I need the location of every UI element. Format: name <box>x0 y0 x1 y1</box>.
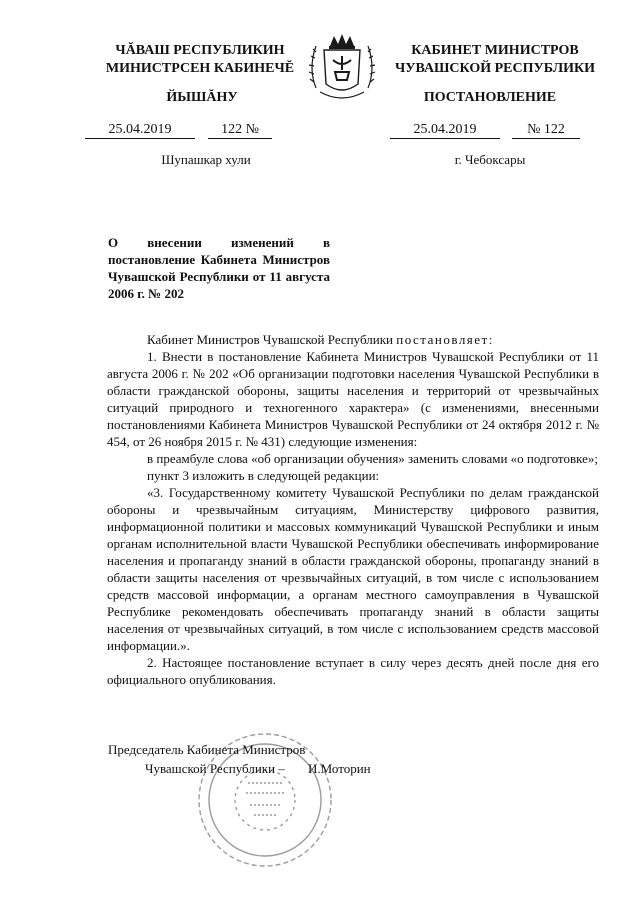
preamble <box>107 331 599 348</box>
header-left-line2: МИНИСТРСЕН КАБИНЕЧĔ <box>105 61 295 76</box>
header-right <box>385 42 605 78</box>
number-right: № 122 <box>512 121 580 139</box>
city-left: Шупашкар хули <box>161 152 251 167</box>
change-1: в преамбуле слова «об организации обучения» заменить словами «о подготовке»; <box>147 451 598 466</box>
preamble-verb: постановляет: <box>396 332 494 347</box>
doctype-right: ПОСТАНОВЛЕНИЕ <box>423 90 557 105</box>
doctype-left: ЙЫШĂНУ <box>166 90 238 105</box>
item-1: 1. Внести в постановление Кабинета Министров Чувашской Республики от 11 августа 2006 г. № 202 «Об организации подготовки населения Чувашской Республики в области гражданской обороны, защиты населения и территорий от чрезвычайных ситуаций природного и техногенного характера» (с изменениями, внесенными постановлениями Кабинета Министров Чувашской Республики от 24 октября 2012 г. № 454, от 26 ноября 2015 г. № 431) следующие изменения: <box>107 349 599 449</box>
quoted-paragraph: «3. Государственному комитету Чувашской Республики по делам гражданской обороны и чрезвычайным ситуациям, Министерству цифрового развития, информационной политики и массовых коммуникаций Чувашской Республики и иным органам исполнительной власти Чувашской Республики обеспечивать информирование населения и пропаганду знаний в области гражданской обороны, пропаганду знаний в области защиты населения от чрезвычайных ситуаций, в том числе с использованием средств массовой информации, а органам местного самоуправления в Чувашской Республике рекомендовать обеспечивать пропаганду знаний в области защиты населения от чрезвычайных ситуаций, в том числе с использованием средств массовой информации.». <box>107 485 599 653</box>
change-2: пункт 3 изложить в следующей редакции: <box>147 468 380 483</box>
document-body <box>107 331 599 688</box>
signature-name: И.Моторин <box>308 761 371 776</box>
header-left-line1: ЧĂВАШ РЕСПУБЛИКИН <box>115 43 285 58</box>
coat-of-arms-icon <box>302 28 382 110</box>
date-right: 25.04.2019 <box>390 121 500 139</box>
preamble-text: Кабинет Министров Чувашской Республики <box>147 332 397 347</box>
header-right-line2: ЧУВАШСКОЙ РЕСПУБЛИКИ <box>394 61 596 76</box>
number-left: 122 № <box>208 121 272 139</box>
header-left <box>80 42 320 78</box>
city-right: г. Чебоксары <box>454 152 526 167</box>
date-left: 25.04.2019 <box>85 121 195 139</box>
document-subject: О внесении изменений в постановление Кабинета Министров Чувашской Республики от 11 августа 2006 г. № 202 <box>108 235 330 301</box>
item-2: 2. Настоящее постановление вступает в силу через десять дней после дня его официального опубликования. <box>107 655 599 687</box>
header-right-line1: КАБИНЕТ МИНИСТРОВ <box>411 43 579 58</box>
signature-title-line1: Председатель Кабинета Министров <box>108 742 306 757</box>
signature-title-line2: Чувашской Республики – <box>145 761 285 776</box>
